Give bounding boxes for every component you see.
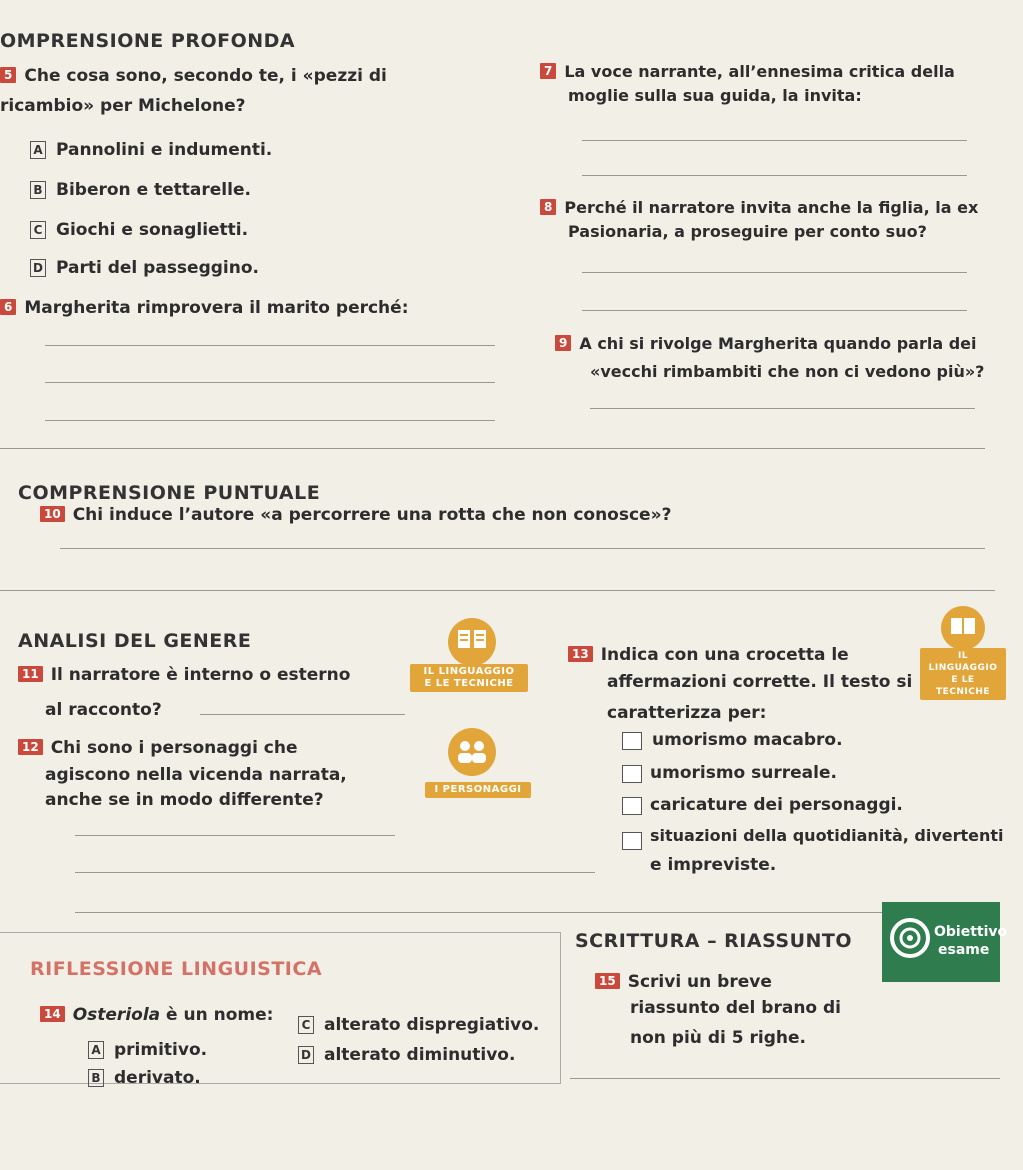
option-13-2: umorismo surreale. xyxy=(650,763,837,783)
option-5c[interactable]: C Giochi e sonaglietti. xyxy=(30,220,248,240)
question-11: 11 Il narratore è interno o esterno xyxy=(18,665,350,685)
question-15-line3: non più di 5 righe. xyxy=(630,1028,806,1048)
question-9-line2: «vecchi rimbambiti che non ci vedono più»? xyxy=(590,362,985,381)
option-5b[interactable]: B Biberon e tettarelle. xyxy=(30,180,251,200)
checkbox-option-1[interactable] xyxy=(622,732,642,754)
checkbox-option-2[interactable] xyxy=(622,765,642,787)
section-title-riflessione: RIFLESSIONE LINGUISTICA xyxy=(30,958,323,980)
badge-linguaggio: IL LINGUAGGIO E LE TECNICHE xyxy=(410,664,528,692)
answer-line[interactable] xyxy=(60,548,985,549)
book-icon-right xyxy=(935,600,991,652)
question-12-line3: anche se in modo differente? xyxy=(45,790,324,810)
question-9: 9 A chi si rivolge Margherita quando parla dei xyxy=(555,334,977,353)
answer-line[interactable] xyxy=(45,345,495,346)
badge-linguaggio-right: IL LINGUAGGIO E LE TECNICHE xyxy=(920,648,1006,700)
badge-obiettivo-esame: Obiettivo esame xyxy=(882,902,1000,982)
question-15: 15 Scrivi un breve xyxy=(595,972,772,992)
answer-line[interactable] xyxy=(590,408,975,409)
option-14c[interactable]: C alterato dispregiativo. xyxy=(298,1015,539,1035)
question-8: 8 Perché il narratore invita anche la figlia, la ex xyxy=(540,198,978,217)
option-5a[interactable]: A Pannolini e indumenti. xyxy=(30,140,272,160)
question-7-line2: moglie sulla sua guida, la invita: xyxy=(568,86,862,105)
badge-personaggi: I PERSONAGGI xyxy=(425,782,531,798)
question-5-line2: ricambio» per Michelone? xyxy=(0,96,246,116)
answer-line[interactable] xyxy=(200,714,405,715)
question-14: 14 Osteriola è un nome: xyxy=(40,1005,273,1025)
question-13-line3: caratterizza per: xyxy=(607,703,767,723)
section-title-scrittura: SCRITTURA – RIASSUNTO xyxy=(575,930,853,952)
question-number: 5 xyxy=(0,67,16,83)
option-14d[interactable]: D alterato diminutivo. xyxy=(298,1045,515,1065)
question-10: 10 Chi induce l’autore «a percorrere una rotta che non conosce»? xyxy=(40,505,671,525)
option-13-4-cont: e impreviste. xyxy=(650,855,777,875)
answer-line[interactable] xyxy=(582,140,967,141)
question-13: 13 Indica con una crocetta le xyxy=(568,645,849,665)
answer-line[interactable] xyxy=(582,310,967,311)
question-12: 12 Chi sono i personaggi che xyxy=(18,738,298,758)
target-icon xyxy=(888,916,932,960)
question-11-line2: al racconto? xyxy=(45,700,162,720)
question-12-line2: agiscono nella vicenda narrata, xyxy=(45,765,347,785)
book-icon xyxy=(440,612,504,664)
section-title-comprensione-profonda: OMPRENSIONE PROFONDA xyxy=(0,30,296,52)
checkbox-option-3[interactable] xyxy=(622,797,642,819)
section-title-comprensione-puntuale: COMPRENSIONE PUNTUALE xyxy=(18,482,321,504)
option-14b[interactable]: B derivato. xyxy=(88,1068,201,1088)
section-title-analisi-genere: ANALISI DEL GENERE xyxy=(18,630,252,652)
question-6: 6 Margherita rimprovera il marito perché: xyxy=(0,298,409,318)
answer-line[interactable] xyxy=(570,1078,1000,1079)
question-13-line2: affermazioni corrette. Il testo si xyxy=(607,672,913,692)
option-13-1: umorismo macabro. xyxy=(652,730,843,750)
option-13-3: caricature dei personaggi. xyxy=(650,795,903,815)
question-7: 7 La voce narrante, all’ennesima critica della xyxy=(540,62,955,81)
answer-line[interactable] xyxy=(75,835,395,836)
answer-line[interactable] xyxy=(582,272,967,273)
answer-line[interactable] xyxy=(75,872,595,873)
answer-line[interactable] xyxy=(45,382,495,383)
answer-line[interactable] xyxy=(0,590,995,591)
answer-line[interactable] xyxy=(0,448,985,449)
people-icon xyxy=(440,720,504,780)
option-13-4: situazioni della quotidianità, divertenti xyxy=(650,826,1004,845)
question-15-line2: riassunto del brano di xyxy=(630,998,842,1018)
option-14a[interactable]: A primitivo. xyxy=(88,1040,207,1060)
answer-line[interactable] xyxy=(75,912,1000,913)
question-8-line2: Pasionaria, a proseguire per conto suo? xyxy=(568,222,927,241)
answer-line[interactable] xyxy=(45,420,495,421)
checkbox-option-4[interactable] xyxy=(622,832,642,854)
option-5d[interactable]: D Parti del passeggino. xyxy=(30,258,259,278)
answer-line[interactable] xyxy=(582,175,967,176)
question-5: 5 Che cosa sono, secondo te, i «pezzi di xyxy=(0,66,387,86)
